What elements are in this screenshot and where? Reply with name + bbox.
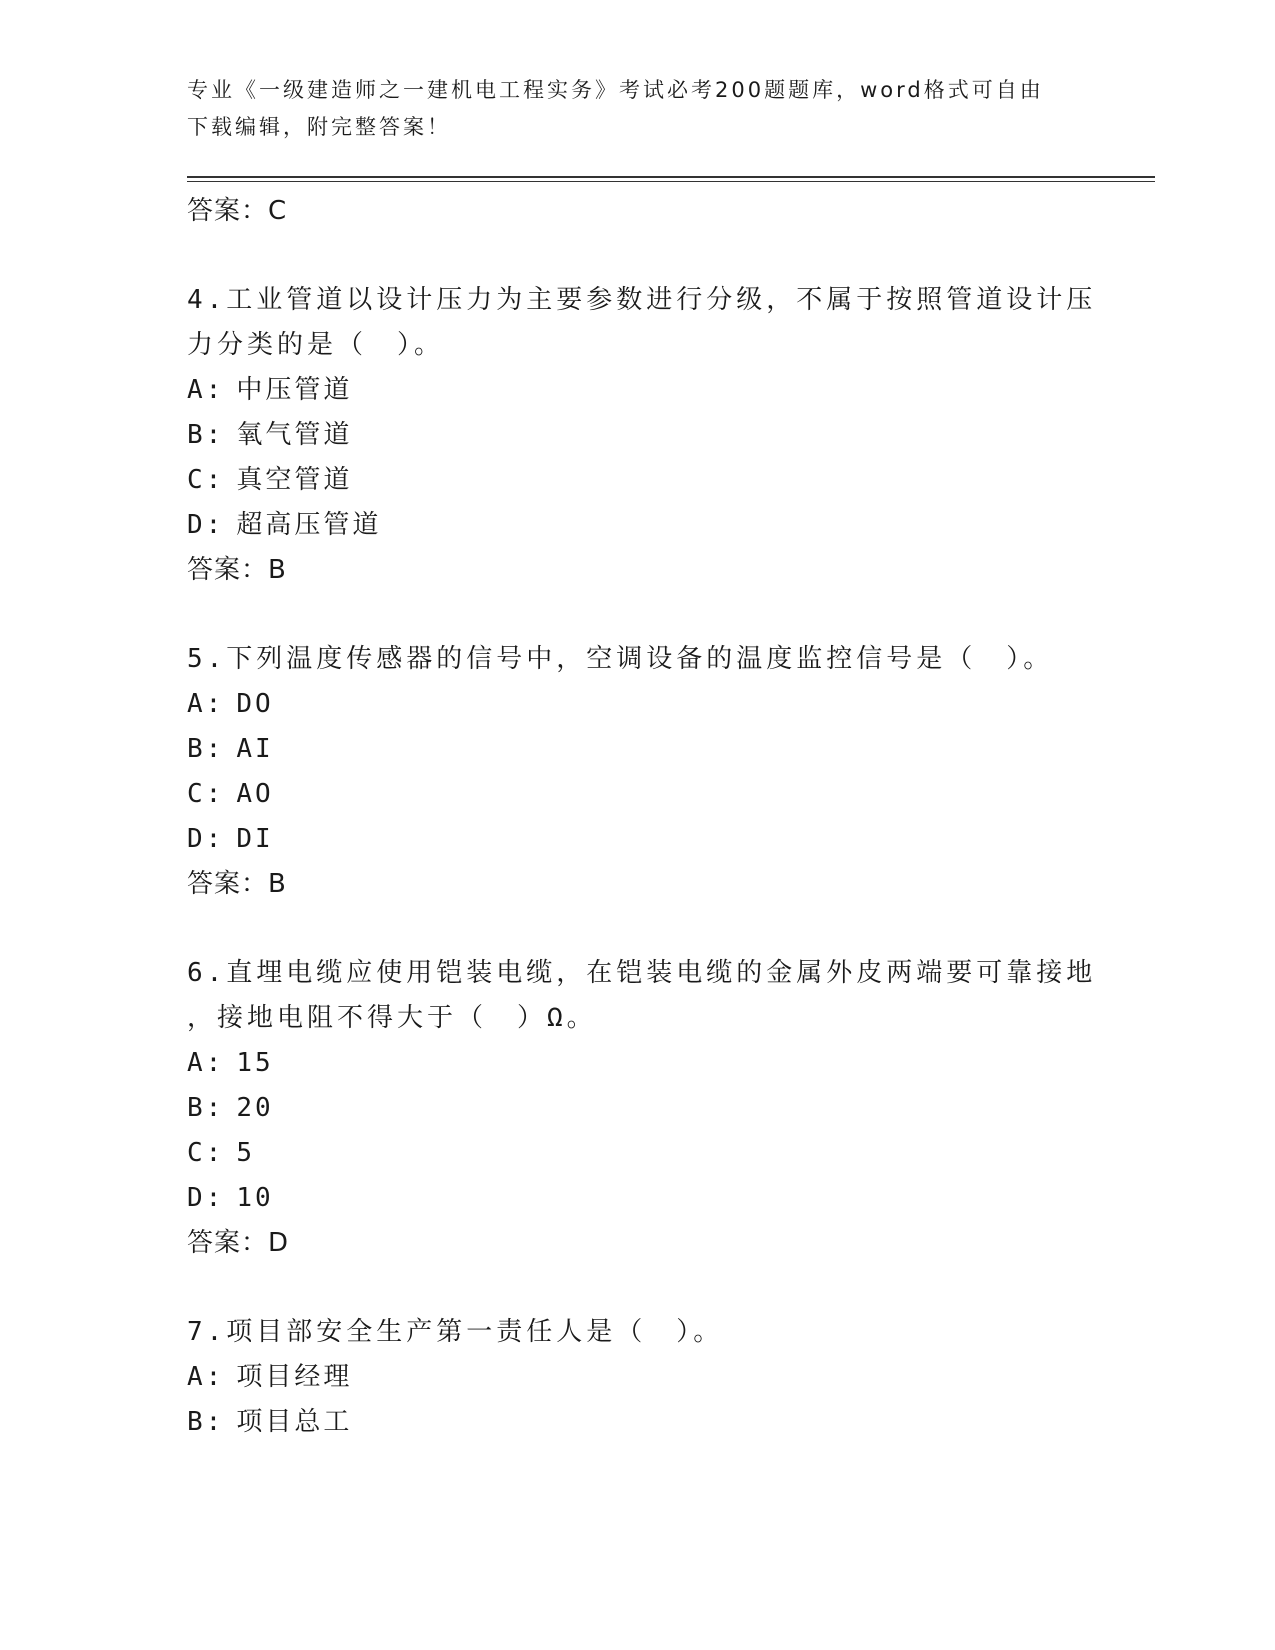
question-block [187,951,1147,1265]
answer-option [187,682,1147,727]
option-key: B: [187,1093,225,1123]
option-text: 氧气管道 [236,420,353,450]
question-block [187,278,1147,592]
answer-option [187,368,1147,413]
option-text: 项目总工 [236,1407,353,1437]
answer-option [187,1086,1147,1131]
option-key: D: [187,1183,225,1213]
previous-answer: 答案：C [187,196,288,226]
document-header [187,72,1077,146]
option-key: D: [187,510,225,540]
answer-line: 答案：B [187,555,287,585]
answer-option [187,1176,1147,1221]
option-key: B: [187,420,225,450]
option-text: DO [236,689,274,719]
question-block [187,637,1147,906]
option-key: A: [187,375,225,405]
option-text: DI [236,824,274,854]
option-key: A: [187,1362,225,1392]
option-text: 项目经理 [236,1362,353,1392]
questions-container [187,278,1147,1445]
option-key: B: [187,734,225,764]
header-rule-thin [187,181,1155,182]
answer-option [187,727,1147,772]
answer-option [187,413,1147,458]
question-stem: 6.直埋电缆应使用铠装电缆，在铠装电缆的金属外皮两端要可靠接地 [187,958,1097,988]
answer-option [187,817,1147,862]
question-stem: 4.工业管道以设计压力为主要参数进行分级，不属于按照管道设计压 [187,285,1097,315]
option-text: 5 [236,1138,255,1168]
option-key: B: [187,1407,225,1437]
option-key: A: [187,1048,225,1078]
option-text: 10 [236,1183,274,1213]
option-text: 中压管道 [236,375,353,405]
question-list [187,189,1147,1445]
option-key: A: [187,689,225,719]
answer-line: 答案：D [187,1228,290,1258]
option-key: C: [187,1138,225,1168]
question-stem: 7.项目部安全生产第一责任人是（ ）。 [187,1317,724,1347]
option-text: 真空管道 [236,465,353,495]
answer-option [187,1355,1147,1400]
option-key: D: [187,824,225,854]
option-key: C: [187,779,225,809]
answer-option [187,458,1147,503]
header-line-2: 下载编辑，附完整答案！ [187,115,451,139]
option-text: 15 [236,1048,274,1078]
option-key: C: [187,465,225,495]
header-rule-thick [187,176,1155,178]
question-block [187,1310,1147,1445]
question-stem: 力分类的是（ ）。 [187,330,445,360]
answer-option [187,772,1147,817]
answer-line: 答案：B [187,869,287,899]
option-text: AI [236,734,274,764]
header-line-1: 专业《一级建造师之一建机电工程实务》考试必考200题题库，word格式可自由 [187,78,1044,102]
answer-option [187,1041,1147,1086]
question-stem: 5.下列温度传感器的信号中，空调设备的温度监控信号是（ ）。 [187,644,1054,674]
option-text: AO [236,779,274,809]
answer-option [187,1400,1147,1445]
question-stem: ，接地电阻不得大于（ ）Ω。 [187,1003,597,1033]
option-text: 20 [236,1093,274,1123]
answer-option [187,503,1147,548]
answer-option [187,1131,1147,1176]
option-text: 超高压管道 [236,510,382,540]
